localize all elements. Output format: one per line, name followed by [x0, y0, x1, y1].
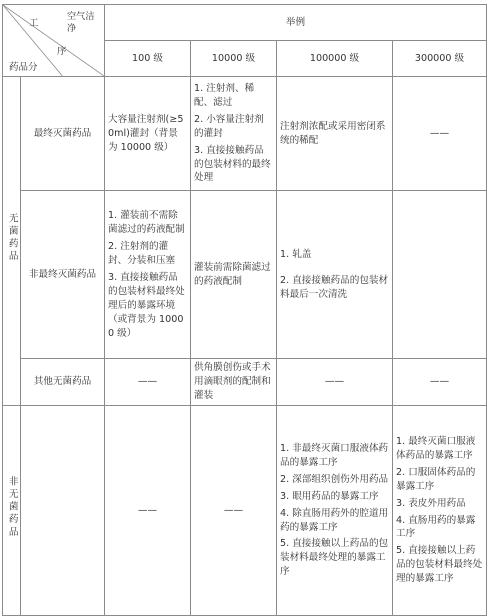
non-sterile-g300000-item: 2. 口服固体药品的暴露工序: [396, 466, 476, 492]
corner-label-process: 工: [29, 18, 39, 29]
non-terminal-g100000-item: 1. 轧盖: [280, 248, 312, 260]
sterile-group-label: [3, 77, 21, 406]
terminal-g100: 大容量注射剂(≥50ml)灌封（背景为 10000 级）: [105, 77, 191, 191]
corner-label-air-clean: 空气洁净: [67, 11, 95, 34]
non-sterile-g300000: [393, 406, 487, 616]
non-sterile-g300000-item: 3. 表皮外用药品: [396, 497, 466, 509]
terminal-g300000: ——: [393, 77, 487, 191]
non-sterile-g100000-item: 3. 眼用药品的暴露工序: [280, 490, 379, 502]
other-g100000: ——: [277, 359, 393, 406]
corner-label-sequence: 序: [57, 46, 67, 57]
terminal-g10000-item: 1. 注射剂、稀配、滤过: [194, 83, 255, 108]
other-g300000: ——: [393, 359, 487, 406]
corner-label-drug-class: 药品分: [9, 62, 38, 73]
non-sterile-g300000-item: 1. 最终灭菌口服液体药品的暴露工序: [396, 436, 476, 461]
grade-300000-header: 300000 级: [393, 41, 487, 77]
non-sterile-g100000-item: 4. 除直肠用药外的腔道用药的暴露工序: [280, 507, 389, 533]
terminal-g100000: 注射剂浓配或采用密闭系统的稀配: [277, 77, 393, 191]
other-g10000: 供角膜创伤或手术用滴眼剂的配制和灌装: [191, 359, 277, 406]
non-sterile-g100000-item: 5. 直接接触以上药品的包装材料最终处理的暴露工序: [280, 538, 389, 578]
non-sterile-g100: ——: [105, 406, 191, 616]
terminal-g10000-item: 3. 直接接触药品的包装材料的最终处理: [194, 144, 271, 184]
non-terminal-g10000: 灌装前需除菌滤过的药液配制: [191, 191, 277, 359]
grade-10000-header: 10000 级: [191, 41, 277, 77]
non-terminal-g300000: [393, 191, 487, 359]
non-sterile-g100000: [277, 406, 393, 616]
non-terminal-g100-item: 3. 直接接触药品的包装材料最终处理后的暴露环境（或背景为 10000 级）: [108, 271, 185, 339]
corner-header: [3, 5, 105, 77]
non-terminal-label: 非最终灭菌药品: [21, 191, 105, 359]
clean-room-grade-table: [2, 4, 486, 610]
grade-100000-header: 100000 级: [277, 41, 393, 77]
non-terminal-g100-item: 2. 注射剂的灌封、分装和压塞: [108, 241, 176, 266]
terminal-g10000-item: 2. 小容量注射剂的灌封: [194, 113, 264, 139]
other-g100: ——: [105, 359, 191, 406]
non-sterile-group-text: 非无菌药品: [6, 476, 18, 540]
non-sterile-g100000-item: 2. 深部组织创伤外用药品: [280, 473, 389, 485]
non-sterile-g300000-item: 5. 直接接触以上药品的包装材料最终处理的暴露工序: [396, 545, 483, 585]
non-sterile-group-label: [3, 406, 21, 616]
grade-table: [2, 4, 487, 616]
grade-100-header: 100 级: [105, 41, 191, 77]
sterile-group-text: 无菌药品: [6, 213, 18, 264]
non-terminal-g100-item: 1. 灌装前不需除菌滤过的药液配制: [108, 210, 185, 236]
non-sterile-g300000-item: 4. 直肠用药的暴露工序: [396, 514, 476, 540]
header-examples: 举例: [105, 5, 487, 41]
non-sterile-g100000-item: 1. 非最终灭菌口服液体药品的暴露工序: [280, 442, 389, 468]
non-sterile-g10000: ——: [191, 406, 277, 616]
non-terminal-g100: [105, 191, 191, 359]
other-sterile-label: 其他无菌药品: [21, 359, 105, 406]
non-terminal-g100000-item: 2. 直接接触药品的包装材料最后一次清洗: [280, 274, 389, 300]
non-terminal-g100000: [277, 191, 393, 359]
terminal-g10000: [191, 77, 277, 191]
terminal-label: 最终灭菌药品: [21, 77, 105, 191]
non-sterile-blank: [21, 406, 105, 616]
